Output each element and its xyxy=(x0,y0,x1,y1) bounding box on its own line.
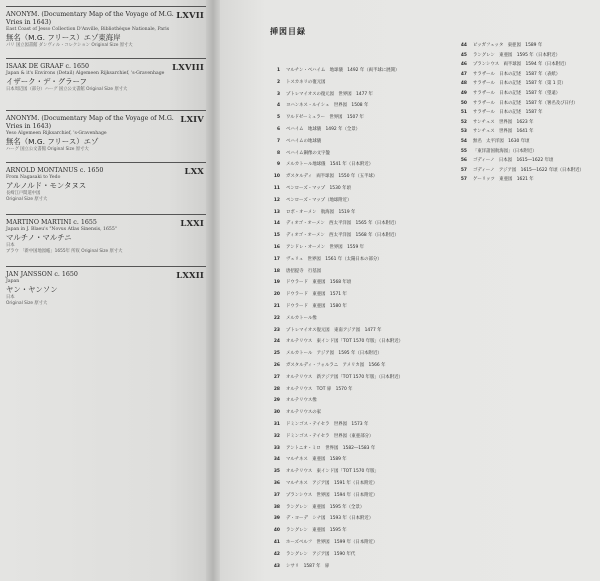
toc-number: 51 xyxy=(460,110,467,116)
entry-divider xyxy=(6,58,206,59)
toc-text: ガスタルディ・フォルラニ アメリカ図 1566 年 xyxy=(286,363,386,368)
toc-number: 42 xyxy=(273,551,280,557)
entry-heading xyxy=(6,63,206,71)
toc-text: シサリ 1587 年 扉 xyxy=(286,563,330,569)
entry-japanese-name: マルチノ・マルチニ xyxy=(6,233,72,242)
entry-heading xyxy=(6,115,206,131)
toc-text: プランシウス 世界図 1594 年（日本附近） xyxy=(286,492,378,498)
entry-divider xyxy=(6,110,206,111)
toc-text: オルテリウス像 xyxy=(286,398,317,404)
toc-text: プトレマイオス復元図 東南アジア図 1477 年 xyxy=(286,327,382,333)
toc-text: ヨハンネス・ルイシュ 世界図 1508 年 xyxy=(286,103,369,109)
toc-row xyxy=(262,445,375,451)
plate-number: LXX xyxy=(184,166,204,176)
toc-number: 10 xyxy=(273,174,280,180)
entry-subtitle: Yeso Algemeen Rijksarchief, 's-Gravenhage xyxy=(6,131,107,136)
entry-japanese-name: アルノルド・モンタヌス xyxy=(6,181,87,190)
toc-text: メルカトール地球儀 1541 年（日本附近） xyxy=(286,162,374,168)
toc-row xyxy=(262,551,355,557)
entry-title: JAN JANSSON c. 1650 xyxy=(6,271,78,278)
toc-text: 無名 太平洋図 1630 年頃 xyxy=(473,139,530,144)
toc-number: 1 xyxy=(276,68,280,73)
toc-row xyxy=(262,91,373,97)
toc-number: 6 xyxy=(276,127,280,132)
toc-row xyxy=(449,176,534,182)
toc-text: ラングレン 東亜図 1595 年（日本附近） xyxy=(473,52,561,58)
toc-text: ロボ・オーメン 航海図 1519 年 xyxy=(286,209,356,215)
toc-row xyxy=(262,79,325,85)
toc-text: マルチン・ベハイム 地球儀 1492 年（両半球に展開） xyxy=(286,68,400,73)
toc-row xyxy=(449,80,566,86)
toc-text: オルテリウスの家 xyxy=(286,410,321,416)
toc-row xyxy=(449,90,560,96)
toc-row xyxy=(262,161,373,167)
toc-row xyxy=(262,409,321,415)
plate-number: LXIV xyxy=(180,114,204,124)
toc-number: 26 xyxy=(273,363,280,368)
toc-text: ドウラード 東亜図 1580 年 xyxy=(286,304,347,309)
toc-number: 22 xyxy=(273,315,280,321)
toc-text: オルテリウス 東インド図「TOT 1570 年版」 xyxy=(286,469,379,475)
toc-row xyxy=(262,114,364,120)
toc-row xyxy=(262,209,355,215)
toc-text: ペンローズ・マップ 1530 年頃 xyxy=(286,186,351,191)
toc-number: 4 xyxy=(276,103,280,109)
toc-text: 「東洋諸国航海図」（日本附近） xyxy=(473,148,537,154)
toc-number: 13 xyxy=(273,209,280,215)
toc-row xyxy=(262,492,377,498)
toc-number: 19 xyxy=(273,280,280,286)
entry-japanese-name: ヤン・ヤンソン xyxy=(6,285,58,294)
entry-note: ブラウ 「新中国地図帳」1655年 所収 Original Size 原寸大 xyxy=(6,249,123,254)
entry-heading xyxy=(6,11,206,27)
toc-number: 11 xyxy=(273,186,280,191)
entry-note: Original Size 原寸大 xyxy=(6,197,48,202)
entry-subtitle: From Nagasaki to Yedo xyxy=(6,175,61,180)
toc-text: ガスタルディ 両半球図 1550 年（五半球） xyxy=(286,174,378,180)
toc-row xyxy=(262,291,347,297)
plate-entry xyxy=(6,162,206,203)
toc-text: ベハイムの地球儀 xyxy=(286,138,322,144)
toc-row xyxy=(449,61,569,67)
entry-title: MARTINO MARTINI c. 1655 xyxy=(6,219,97,226)
toc-text: サラザール 日本の記述 1587 年（望遠） xyxy=(473,91,561,96)
toc-row xyxy=(262,456,347,462)
toc-text: ゲーリッツ 東亜図 1621 年 xyxy=(473,177,534,183)
toc-row xyxy=(262,480,377,486)
toc-number: 50 xyxy=(460,100,467,106)
toc-number: 15 xyxy=(273,233,280,239)
toc-text: オルテリウス TOT 扉 1570 年 xyxy=(286,386,353,392)
entry-title: ANONYM. (Documentary Map of the Voyage of M.G. Vries in 1643) xyxy=(6,115,174,130)
plate-entry xyxy=(6,6,206,49)
toc-row xyxy=(449,52,560,58)
toc-row xyxy=(262,374,403,380)
toc-row xyxy=(449,157,553,163)
toc-number: 21 xyxy=(273,304,280,309)
toc-row xyxy=(262,421,368,427)
toc-number: 28 xyxy=(273,386,280,392)
toc-text: ディオゴ・オーメン 西太平洋図 1568 年（日本附近） xyxy=(286,233,399,239)
toc-text: プトレマイオスの復元図 世界図 1477 年 xyxy=(286,91,373,97)
toc-text: サラザール 日本の記述 1587 年（第 1 頁） xyxy=(473,81,566,87)
toc-number: 17 xyxy=(273,256,280,262)
toc-row xyxy=(262,386,353,392)
toc-text: サンチェス 世界図 1641 年 xyxy=(473,129,534,135)
toc-row xyxy=(449,138,529,144)
toc-text: オルテリウス 新アジア図「TOT 1570 年版」（日本附近） xyxy=(286,374,403,380)
toc-row xyxy=(262,563,329,569)
toc-row xyxy=(262,504,364,510)
toc-row xyxy=(262,303,347,309)
entry-divider xyxy=(6,266,206,267)
toc-row xyxy=(262,256,382,262)
toc-number: 14 xyxy=(273,221,280,227)
entry-japanese-title: 日本 xyxy=(6,243,15,248)
toc-row xyxy=(262,468,379,474)
toc-text: ドウラード 東亜図 1568 年頃 xyxy=(286,280,352,286)
toc-number: 45 xyxy=(460,52,467,58)
plate-entry xyxy=(6,214,206,255)
plate-entry xyxy=(6,266,206,307)
toc-row xyxy=(262,279,351,285)
toc-number: 12 xyxy=(273,197,280,203)
toc-number: 30 xyxy=(273,410,280,416)
toc-text: ワルドゼーミュラー 世界図 1507 年 xyxy=(286,115,364,121)
toc-text: ドミンゴス・テイセラ 世界図 1573 年 xyxy=(286,422,369,427)
toc-text: ラングレン 東亜図 1595 年（全景） xyxy=(286,504,365,510)
toc-text: ピッガフェッタ 東亜図 1589 年 xyxy=(473,43,543,48)
toc-number: 5 xyxy=(276,115,280,121)
plate-number: LXVIII xyxy=(172,62,204,72)
entry-heading xyxy=(6,167,206,175)
toc-text: メルカトール アジア図 1595 年（日本附近） xyxy=(286,351,382,357)
toc-text: ペンローズ・マップ（地球附近） xyxy=(286,197,352,203)
toc-number: 46 xyxy=(460,62,467,68)
toc-row xyxy=(262,338,403,344)
toc-column-2 xyxy=(449,42,599,192)
plate-number: LXVII xyxy=(176,10,204,20)
entry-japanese-title: 長崎江戸間道中図 xyxy=(6,191,41,196)
toc-number: 47 xyxy=(460,71,467,77)
toc-number: 34 xyxy=(273,457,280,463)
toc-text: ベハイム銅像の文字盤 xyxy=(286,150,330,156)
toc-row xyxy=(449,128,534,134)
toc-number: 43 xyxy=(273,563,280,569)
toc-row xyxy=(449,109,543,115)
toc-text: プランシウス 両半球図 1594 年（日本附近） xyxy=(473,62,569,68)
plate-entry xyxy=(6,58,206,93)
entry-japanese-title: 日本 xyxy=(6,295,15,300)
plate-number: LXXI xyxy=(180,218,204,228)
toc-number: 24 xyxy=(273,339,280,345)
entry-divider xyxy=(6,214,206,215)
entry-note: ハーグ 国立公文書館 Original Size 原寸大 xyxy=(6,147,89,152)
toc-row xyxy=(449,119,534,125)
toc-row xyxy=(449,167,584,173)
toc-number: 57 xyxy=(460,177,467,183)
toc-row xyxy=(449,71,560,77)
entry-subtitle: East Coast of Jesso Collection D'Anville, Bibliothèque Nationale, Paris xyxy=(6,27,170,32)
toc-text: ラングレン アジア図 1590 年代 xyxy=(286,551,356,557)
toc-number: 44 xyxy=(460,43,467,48)
entry-japanese-name: イザーク・デ・グラーフ xyxy=(6,77,87,86)
toc-number: 16 xyxy=(273,245,280,250)
toc-number: 3 xyxy=(276,91,280,97)
toc-text: ベハイム 地球儀 1492 年（全景） xyxy=(286,127,361,132)
toc-number: 32 xyxy=(273,433,280,439)
toc-row xyxy=(262,350,382,356)
toc-number: 8 xyxy=(276,150,280,156)
toc-number: 55 xyxy=(460,148,467,154)
toc-text: アンドレ・オーメン 世界図 1559 年 xyxy=(286,245,365,250)
entry-japanese-name: 無名（M.G. フリース）エゾ東海岸 xyxy=(6,33,121,42)
toc-text: ヴェリュ 世界図 1561 年（太陽日本の部分） xyxy=(286,256,382,262)
toc-number: 33 xyxy=(273,445,280,451)
toc-text: 唐招提寺 行基図 xyxy=(286,268,322,274)
toc-number: 57 xyxy=(460,167,467,173)
entry-note: Original Size 原寸大 xyxy=(6,301,48,306)
toc-number: 20 xyxy=(273,292,280,298)
toc-number: 39 xyxy=(273,516,280,522)
toc-number: 41 xyxy=(273,540,280,545)
toc-row xyxy=(262,232,399,238)
toc-number: 37 xyxy=(273,492,280,498)
book-gutter xyxy=(206,0,220,581)
entry-divider xyxy=(6,6,206,7)
toc-row xyxy=(262,268,321,274)
entry-title: ARNOLD MONTANUS c. 1650 xyxy=(6,167,104,174)
toc-row xyxy=(262,397,317,403)
toc-row xyxy=(262,315,317,321)
toc-number: 25 xyxy=(273,351,280,357)
toc-number: 18 xyxy=(273,268,280,274)
entry-note: 日本周辺図（部分）ハーグ 国立公文書館 Original Size 原寸大 xyxy=(6,87,128,92)
toc-number: 31 xyxy=(273,422,280,427)
toc-row xyxy=(262,126,360,132)
entry-note: パリ 国立図書館 ダンヴィル・コレクション Original Size 原寸大 xyxy=(6,43,133,48)
toc-row xyxy=(262,67,399,73)
toc-column-1 xyxy=(262,67,452,577)
entry-japanese-name: 無名（M.G. フリース）エゾ xyxy=(6,137,99,146)
toc-title: 挿図目録 xyxy=(270,27,306,36)
toc-number: 7 xyxy=(276,138,280,144)
toc-row xyxy=(262,197,351,203)
toc-number: 48 xyxy=(460,81,467,87)
entry-subtitle: Japan in J. Blaeu's "Novus Atlas Sinensis, 1655" xyxy=(6,227,117,232)
entry-title: ANONYM. (Documentary Map of the Voyage of M.G. Vries in 1643) xyxy=(6,11,174,26)
toc-number: 53 xyxy=(460,129,467,135)
toc-row xyxy=(262,327,382,333)
toc-text: デ・ヨーデ シナ図 1593 年（日本附近） xyxy=(286,516,374,522)
toc-number: 23 xyxy=(273,327,280,333)
toc-text: ホーズベルフ 世界図 1599 年（日本附近） xyxy=(286,540,378,545)
entry-heading xyxy=(6,219,206,227)
toc-number: 38 xyxy=(273,504,280,510)
toc-row xyxy=(262,244,364,250)
toc-text: オルテリウス 東インド図「TOT 1570 年版」（日本附近） xyxy=(286,339,404,345)
toc-text: マルチネス 東亜図 1589 年 xyxy=(286,457,347,463)
entry-subtitle: Japan & it's Environs (Detail) Algemeen Rijksarchief, 's-Gravenhage xyxy=(6,71,165,76)
toc-text: メルカトール像 xyxy=(286,315,317,321)
toc-text: ディオゴ・オーメン 西太平洋図 1565 年（日本附近） xyxy=(286,221,399,227)
toc-text: サラザール 日本の記述 1587 年 xyxy=(473,110,543,116)
toc-row xyxy=(262,138,321,144)
toc-row xyxy=(262,362,386,368)
toc-row xyxy=(262,527,347,533)
toc-row xyxy=(262,220,399,226)
entry-title: ISAAK DE GRAAF c. 1650 xyxy=(6,63,90,70)
entry-divider xyxy=(6,162,206,163)
toc-number: 52 xyxy=(460,119,467,125)
toc-text: トスカネリの復元図 xyxy=(286,79,326,85)
toc-row xyxy=(262,433,373,439)
toc-number: 29 xyxy=(273,398,280,404)
toc-text: ゴディーノ アジア図 1615―1622 年頃（日本附近） xyxy=(473,167,584,173)
toc-row xyxy=(262,185,351,191)
toc-row xyxy=(449,148,537,154)
toc-row xyxy=(449,100,578,106)
toc-number: 40 xyxy=(273,528,280,534)
toc-text: ドウラード 東亜図 1571 年 xyxy=(286,292,347,298)
toc-text: ラングレン 東亜図 1595 年 xyxy=(286,528,347,534)
toc-text: サンチェス 世界図 1623 年 xyxy=(473,119,534,125)
toc-number: 2 xyxy=(276,79,280,85)
toc-number: 36 xyxy=(273,481,280,486)
toc-row xyxy=(262,102,368,108)
toc-row xyxy=(262,515,373,521)
toc-text: アントニオ・ミロ 世界図 1582―1583 年 xyxy=(286,445,376,451)
toc-number: 35 xyxy=(273,469,280,475)
toc-number: 49 xyxy=(460,91,467,96)
toc-row xyxy=(449,42,542,48)
toc-row xyxy=(262,150,330,156)
toc-text: サラザール 日本の記述 1587 年（表紙） xyxy=(473,71,561,77)
entry-heading xyxy=(6,271,206,279)
plate-entry xyxy=(6,110,206,153)
toc-row xyxy=(262,173,377,179)
toc-text: サラザール 日本の記述 1587 年（署名及び日付） xyxy=(473,100,578,106)
toc-text: マルチネス アジア図 1591 年（日本附近） xyxy=(286,481,378,486)
toc-number: 27 xyxy=(273,374,280,380)
toc-row xyxy=(262,539,377,545)
toc-number: 56 xyxy=(460,158,467,164)
toc-text: ドミンゴス・テイセラ 世界図（東亜部分） xyxy=(286,433,374,439)
plate-number: LXXII xyxy=(176,270,204,280)
entry-subtitle: Japan xyxy=(6,279,20,284)
toc-text: ゴディーノ 日本図 1615―1622 年頃 xyxy=(473,158,554,164)
toc-number: 9 xyxy=(276,162,280,168)
toc-number: 54 xyxy=(460,139,467,144)
